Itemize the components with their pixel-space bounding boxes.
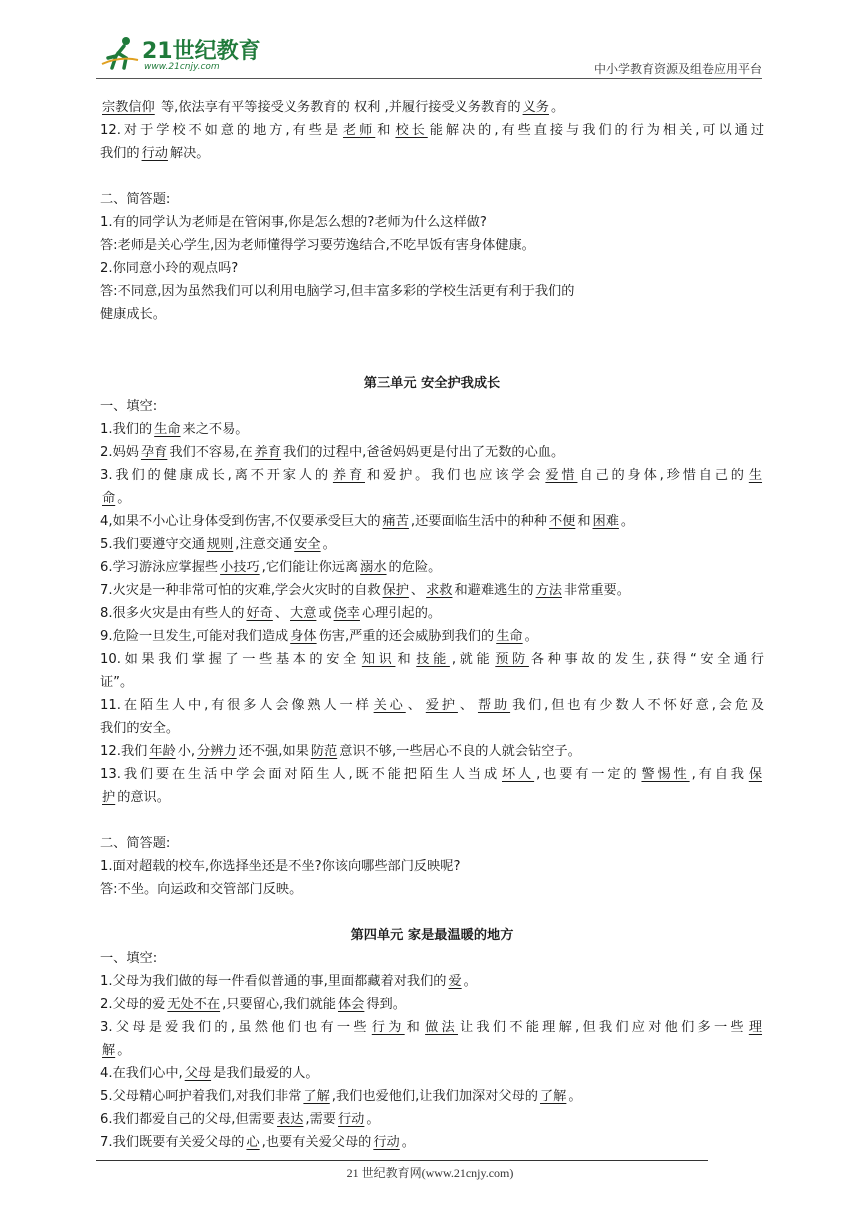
text-segment: 和 bbox=[406, 1020, 424, 1035]
text-segment: 和爱护。我们也应该学会 bbox=[367, 468, 544, 483]
text-line bbox=[100, 648, 764, 671]
text-segment: 伤害,严重的还会威胁到我们的 bbox=[318, 629, 495, 644]
text-line bbox=[100, 1085, 764, 1108]
text-segment: 。 bbox=[568, 1089, 582, 1104]
text-line bbox=[100, 395, 764, 418]
text-segment: 12.对于学校不如意的地方,有些是 bbox=[100, 123, 341, 138]
text-line bbox=[100, 947, 764, 970]
logo-text: 21世纪教育 bbox=[142, 39, 261, 64]
answer-blank: 分辨力 bbox=[197, 744, 237, 759]
text-segment: 2.你同意小玲的观点吗? bbox=[100, 261, 239, 276]
text-line bbox=[100, 993, 764, 1016]
text-segment: 等,依法享有平等接受义务教育的 权利 ,并履行接受义务教育的 bbox=[156, 100, 521, 115]
text-segment: 得到。 bbox=[366, 997, 406, 1012]
text-segment: 非常重要。 bbox=[563, 583, 630, 598]
text-segment: 。 bbox=[524, 629, 538, 644]
site-logo bbox=[96, 30, 266, 78]
answer-blank: 孕育 bbox=[140, 445, 168, 460]
text-segment: ,注意交通 bbox=[235, 537, 293, 552]
answer-blank: 求救 bbox=[426, 583, 453, 598]
answer-blank: 宗教信仰 bbox=[102, 100, 155, 115]
answer-blank: 困难 bbox=[592, 514, 619, 529]
text-segment: 5.我们要遵守交通 bbox=[100, 537, 205, 552]
answer-blank: 知识 bbox=[361, 652, 396, 667]
blank-line bbox=[100, 349, 764, 372]
text-segment: 能解决的,有些直接与我们的行为相关,可以通过 bbox=[429, 123, 765, 138]
answer-blank: 生 bbox=[748, 468, 763, 483]
answer-blank: 技能 bbox=[416, 652, 450, 667]
answer-blank: 心 bbox=[246, 1135, 260, 1150]
page-header bbox=[96, 30, 762, 78]
logo-url: www.21cnjy.com bbox=[144, 62, 220, 72]
text-line bbox=[100, 717, 764, 740]
text-line bbox=[100, 855, 764, 878]
text-segment: 健康成长。 bbox=[100, 307, 166, 322]
footer-divider bbox=[96, 1160, 708, 1161]
text-segment: 或 bbox=[318, 606, 332, 621]
text-segment: ,还要面临生活中的种种 bbox=[410, 514, 547, 529]
answer-blank: 老师 bbox=[342, 123, 376, 138]
answer-blank: 关心 bbox=[373, 698, 406, 713]
answer-blank: 小技巧 bbox=[220, 560, 260, 575]
text-segment: 1.有的同学认为老师是在管闲事,你是怎么想的?老师为什么这样做? bbox=[100, 215, 487, 230]
text-line bbox=[100, 142, 764, 165]
text-line bbox=[100, 671, 764, 694]
text-segment: 。 bbox=[117, 491, 131, 506]
text-line bbox=[100, 96, 764, 119]
text-line bbox=[100, 280, 764, 303]
text-segment: 10.如果我们掌握了一些基本的安全 bbox=[100, 652, 360, 667]
blank-line bbox=[100, 809, 764, 832]
text-segment: 答:不同意,因为虽然我们可以利用电脑学习,但丰富多彩的学校生活更有利于我们的 bbox=[100, 284, 575, 299]
text-line bbox=[100, 832, 764, 855]
text-segment: 6.学习游泳应掌握些 bbox=[100, 560, 219, 575]
text-segment: 、 bbox=[274, 606, 289, 621]
text-segment: 9.危险一旦发生,可能对我们造成 bbox=[100, 629, 289, 644]
text-segment: 1.我们的 bbox=[100, 422, 153, 437]
answer-blank: 养育 bbox=[254, 445, 282, 460]
text-segment: 解决。 bbox=[169, 146, 210, 161]
text-segment: 11.在陌生人中,有很多人会像熟人一样 bbox=[100, 698, 372, 713]
text-segment: 证”。 bbox=[100, 675, 134, 690]
text-segment: 和 bbox=[397, 652, 415, 667]
text-line bbox=[100, 1131, 764, 1154]
answer-blank: 规则 bbox=[206, 537, 234, 552]
text-segment: 一、填空: bbox=[100, 399, 158, 414]
text-line bbox=[100, 1016, 764, 1039]
answer-blank: 解 bbox=[102, 1043, 116, 1058]
text-segment: 答:老师是关心学生,因为老师懂得学习要劳逸结合,不吃早饭有害身体健康。 bbox=[100, 238, 535, 253]
answer-blank: 大意 bbox=[290, 606, 317, 621]
answer-blank: 身体 bbox=[290, 629, 317, 644]
text-line bbox=[100, 510, 764, 533]
text-segment: 还不强,如果 bbox=[238, 744, 309, 759]
answer-blank: 保 bbox=[748, 767, 762, 782]
text-segment: 的危险。 bbox=[388, 560, 442, 575]
footer-text: 21 世纪教育网(www.21cnjy.com) bbox=[346, 1166, 514, 1180]
text-segment: 答:不坐。向运政和交管部门反映。 bbox=[100, 882, 303, 897]
text-segment: 和 bbox=[377, 123, 394, 138]
text-segment: 我们的安全。 bbox=[100, 721, 180, 736]
text-line bbox=[100, 119, 764, 142]
answer-blank: 年龄 bbox=[149, 744, 176, 759]
text-segment: 。 bbox=[117, 1043, 131, 1058]
text-line bbox=[100, 878, 764, 901]
text-line bbox=[100, 487, 764, 510]
answer-blank: 防范 bbox=[310, 744, 338, 759]
text-segment: 来之不易。 bbox=[182, 422, 249, 437]
text-segment: ,只要留心,我们就能 bbox=[222, 997, 336, 1012]
text-segment: 5.父母精心呵护着我们,对我们非常 bbox=[100, 1089, 302, 1104]
platform-name: 中小学教育资源及组卷应用平台 bbox=[593, 62, 762, 76]
blank-line bbox=[100, 901, 764, 924]
text-line bbox=[100, 579, 764, 602]
header-divider bbox=[96, 78, 762, 79]
text-line bbox=[100, 303, 764, 326]
text-segment: 的意识。 bbox=[117, 790, 170, 805]
answer-blank: 帮助 bbox=[477, 698, 511, 713]
text-segment: 7.我们既要有关爱父母的 bbox=[100, 1135, 245, 1150]
answer-blank: 好奇 bbox=[246, 606, 273, 621]
text-segment: 是我们最爱的人。 bbox=[213, 1066, 319, 1081]
text-segment: 2.父母的爱 bbox=[100, 997, 166, 1012]
section-title: 第四单元 家是最温暖的地方 bbox=[350, 928, 514, 943]
answer-blank: 体会 bbox=[337, 997, 365, 1012]
text-segment: 、 bbox=[459, 698, 476, 713]
answer-blank: 方法 bbox=[535, 583, 562, 598]
text-segment: 12.我们 bbox=[100, 744, 148, 759]
text-line bbox=[100, 602, 764, 625]
text-line bbox=[100, 1108, 764, 1131]
text-line bbox=[100, 625, 764, 648]
text-segment: ,有自我 bbox=[691, 767, 747, 782]
text-segment: 、 bbox=[410, 583, 425, 598]
answer-blank: 爱惜 bbox=[545, 468, 578, 483]
answer-blank: 警惕性 bbox=[641, 767, 690, 782]
text-segment: 4.在我们心中, bbox=[100, 1066, 183, 1081]
answer-blank: 护 bbox=[102, 790, 116, 805]
text-segment: 1.面对超载的校车,你选择坐还是不坐?你该向哪些部门反映呢? bbox=[100, 859, 461, 874]
text-segment: 小, bbox=[177, 744, 196, 759]
text-line bbox=[100, 533, 764, 556]
text-segment: 各种事故的发生,获得“安全通行 bbox=[530, 652, 764, 667]
answer-blank: 预防 bbox=[495, 652, 529, 667]
blank-line bbox=[100, 165, 764, 188]
text-segment: 。 bbox=[550, 100, 565, 115]
answer-blank: 侥幸 bbox=[333, 606, 360, 621]
answer-blank: 父母 bbox=[184, 1066, 212, 1081]
text-line bbox=[100, 763, 764, 786]
text-line bbox=[100, 234, 764, 257]
answer-blank: 义务 bbox=[522, 100, 549, 115]
text-segment: 8.很多火灾是由有些人的 bbox=[100, 606, 245, 621]
text-segment: 意识不够,一些居心不良的人就会钻空子。 bbox=[339, 744, 581, 759]
answer-blank: 保护 bbox=[382, 583, 409, 598]
answer-blank: 无处不在 bbox=[167, 997, 221, 1012]
answer-blank: 安全 bbox=[294, 537, 321, 552]
text-line bbox=[100, 1062, 764, 1085]
blank-line bbox=[100, 326, 764, 349]
text-segment: 。 bbox=[620, 514, 635, 529]
text-segment: 让我们不能理解,但我们应对他们多一些 bbox=[459, 1020, 747, 1035]
text-segment: 一、填空: bbox=[100, 951, 158, 966]
text-segment: 3.父母是爱我们的,虽然他们也有一些 bbox=[100, 1020, 370, 1035]
answer-blank: 爱护 bbox=[425, 698, 458, 713]
text-line bbox=[100, 257, 764, 280]
text-line bbox=[100, 418, 764, 441]
text-segment: 二、简答题: bbox=[100, 836, 171, 851]
text-segment: 。 bbox=[322, 537, 336, 552]
document-body bbox=[100, 96, 764, 1154]
text-segment: ,也要有关爱父母的 bbox=[261, 1135, 372, 1150]
answer-blank: 溺水 bbox=[360, 560, 387, 575]
text-segment: ,它们能让你远离 bbox=[261, 560, 359, 575]
text-segment: 13.我们要在生活中学会面对陌生人,既不能把陌生人当成 bbox=[100, 767, 500, 782]
section-title: 第三单元 安全护我成长 bbox=[363, 376, 501, 391]
answer-blank: 做法 bbox=[425, 1020, 458, 1035]
text-segment: 和避难逃生的 bbox=[454, 583, 534, 598]
answer-blank: 了解 bbox=[539, 1089, 567, 1104]
text-line bbox=[100, 694, 764, 717]
answer-blank: 表达 bbox=[277, 1112, 304, 1127]
text-line bbox=[100, 211, 764, 234]
text-segment: 我们不容易,在 bbox=[169, 445, 253, 460]
answer-blank: 行动 bbox=[141, 146, 168, 161]
runner-logo-icon bbox=[100, 34, 140, 74]
text-line bbox=[100, 464, 764, 487]
text-segment: 心理引起的。 bbox=[361, 606, 442, 621]
answer-blank: 理 bbox=[748, 1020, 763, 1035]
text-segment: 和 bbox=[577, 514, 591, 529]
text-segment: 7.火灾是一种非常可怕的灾难,学会火灾时的自救 bbox=[100, 583, 381, 598]
text-segment: ,就能 bbox=[451, 652, 494, 667]
answer-blank: 命 bbox=[102, 491, 116, 506]
text-line bbox=[100, 970, 764, 993]
text-segment: 6.我们都爱自己的父母,但需要 bbox=[100, 1112, 276, 1127]
text-segment: 。 bbox=[366, 1112, 380, 1127]
answer-blank: 生命 bbox=[154, 422, 181, 437]
text-segment: 1.父母为我们做的每一件看似普通的事,里面都藏着对我们的 bbox=[100, 974, 447, 989]
answer-blank: 行动 bbox=[373, 1135, 400, 1150]
text-line bbox=[100, 786, 764, 809]
answer-blank: 了解 bbox=[303, 1089, 330, 1104]
text-segment: 3.我们的健康成长,离不开家人的 bbox=[100, 468, 331, 483]
text-segment: ,也要有一定的 bbox=[536, 767, 640, 782]
text-segment: ,需要 bbox=[305, 1112, 336, 1127]
text-line bbox=[100, 556, 764, 579]
text-segment: 、 bbox=[407, 698, 424, 713]
answer-blank: 行动 bbox=[337, 1112, 365, 1127]
answer-blank: 痛苦 bbox=[382, 514, 409, 529]
text-line bbox=[100, 441, 764, 464]
text-segment: 。 bbox=[463, 974, 477, 989]
answer-blank: 养育 bbox=[332, 468, 365, 483]
text-segment: 。 bbox=[401, 1135, 415, 1150]
answer-blank: 行为 bbox=[371, 1020, 405, 1035]
text-line bbox=[100, 740, 764, 763]
text-segment: 自己的身体,珍惜自己的 bbox=[579, 468, 747, 483]
answer-blank: 坏人 bbox=[502, 767, 535, 782]
answer-blank: 不便 bbox=[548, 514, 576, 529]
answer-blank: 爱 bbox=[448, 974, 462, 989]
text-segment: 我们的过程中,爸爸妈妈更是付出了无数的心血。 bbox=[283, 445, 565, 460]
answer-blank: 生命 bbox=[496, 629, 523, 644]
text-segment: 我们的 bbox=[100, 146, 140, 161]
text-segment: 2.妈妈 bbox=[100, 445, 139, 460]
text-segment: 4,如果不小心让身体受到伤害,不仅要承受巨大的 bbox=[100, 514, 381, 529]
text-line bbox=[100, 188, 764, 211]
text-segment: ,我们也爱他们,让我们加深对父母的 bbox=[331, 1089, 538, 1104]
answer-blank: 校长 bbox=[395, 123, 428, 138]
text-segment: 二、简答题: bbox=[100, 192, 171, 207]
text-segment: 我们,但也有少数人不怀好意,会危及 bbox=[512, 698, 765, 713]
text-line bbox=[100, 1039, 764, 1062]
